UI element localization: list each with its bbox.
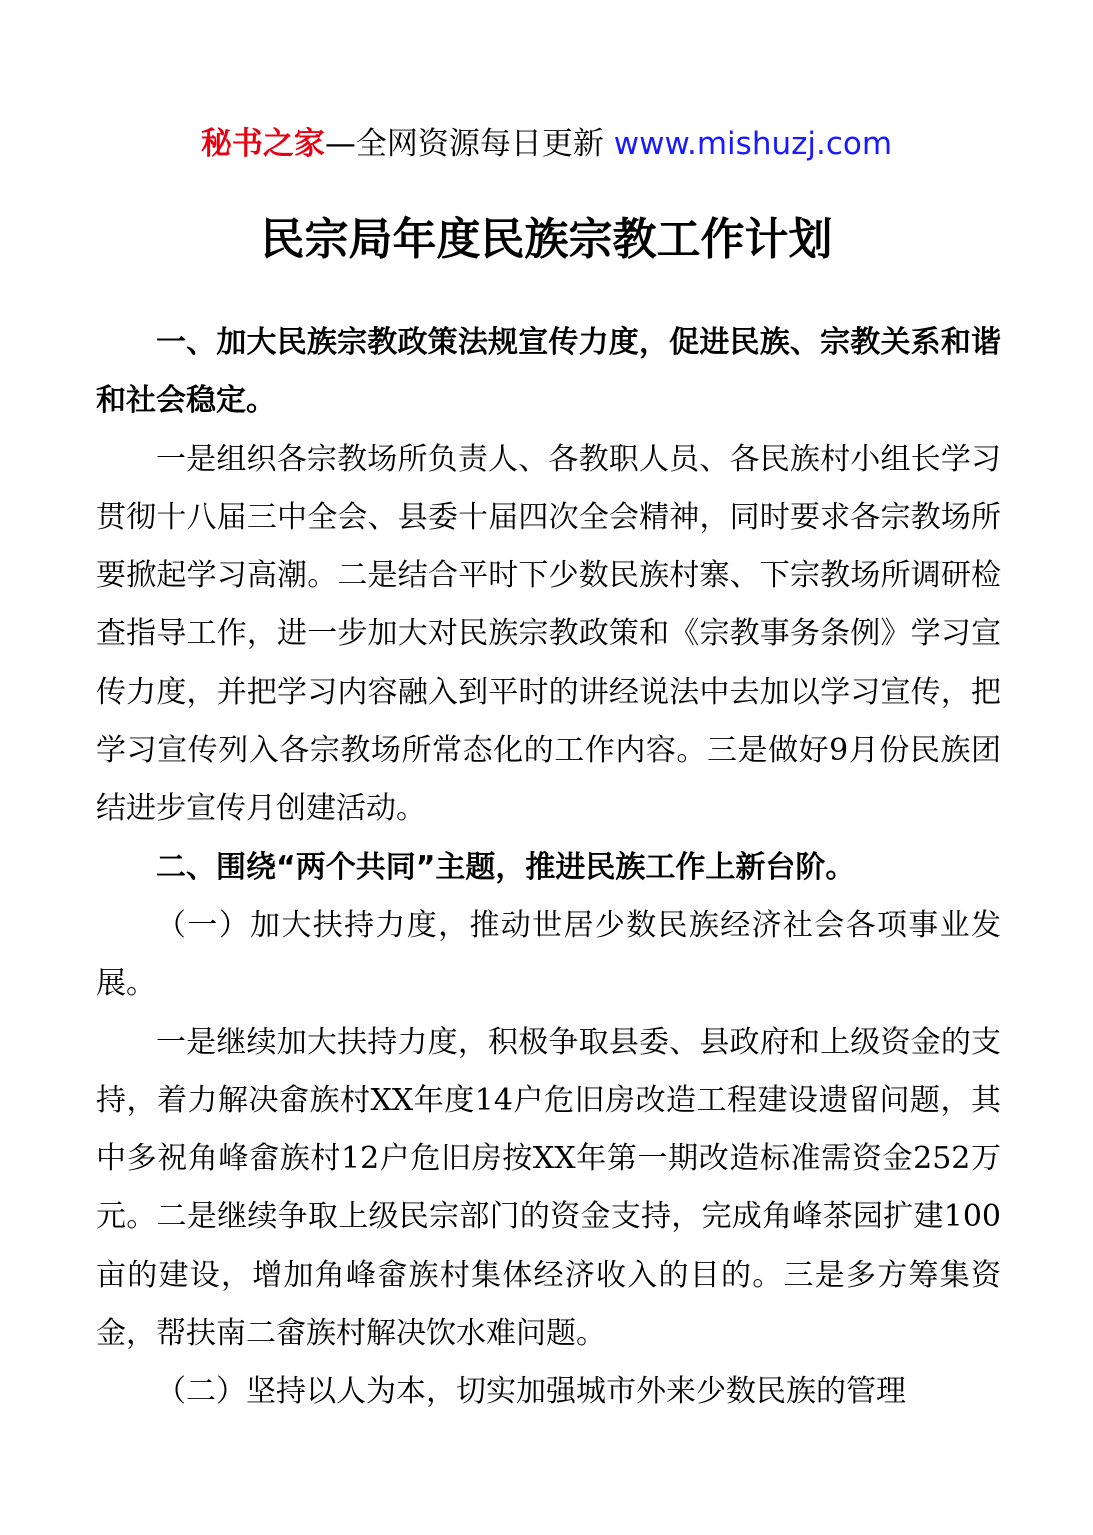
section-heading-2: 二、围绕“两个共同”主题，推进民族工作上新台阶。: [156, 849, 856, 885]
subsection-heading-1: （一）加大扶持力度，推动世居少数民族经济社会各项事业发展。: [96, 907, 1001, 1002]
site-url-link[interactable]: www.mishuzj.com: [613, 126, 893, 162]
site-slogan: —全网资源每日更新: [324, 126, 614, 162]
document-title: 民宗局年度民族宗教工作计划: [260, 214, 833, 265]
site-banner: [0, 122, 1093, 166]
document-body: [96, 314, 1001, 1422]
site-brand: 秘书之家: [200, 126, 325, 162]
section-heading-1: 一、加大民族宗教政策法规宣传力度，促进民族、宗教关系和谐和社会稳定。: [96, 325, 1001, 419]
body-paragraph: 一是组织各宗教场所负责人、各教职人员、各民族村小组长学习贯彻十八届三中全会、县委十届四次全会精神，同时要求各宗教场所要掀起学习高潮。二是结合平时下少数民族村寨、下宗教场所调研检查指导工作，进一步加大对民族宗教政策和《宗教事务条例》学习宣传力度，并把学习内容融入到平时的讲经说法中去加以学习宣传，把学习宣传列入各宗教场所常态化的工作内容。三是做好9月份民族团结进步宣传月创建活动。: [96, 441, 1001, 827]
subsection-heading-2: （二）坚持以人为本，切实加强城市外来少数民族的管理: [156, 1374, 906, 1410]
body-paragraph: 一是继续加大扶持力度，积极争取县委、县政府和上级资金的支持，着力解决畲族村XX年度14户危旧房改造工程建设遗留问题，其中多祝角峰畲族村12户危旧房按XX年第一期改造标准需资金252万元。二是继续争取上级民宗部门的资金支持，完成角峰茶园扩建100亩的建设，增加角峰畲族村集体经济收入的目的。三是多方筹集资金，帮扶南二畲族村解决饮水难问题。: [96, 1024, 1001, 1352]
